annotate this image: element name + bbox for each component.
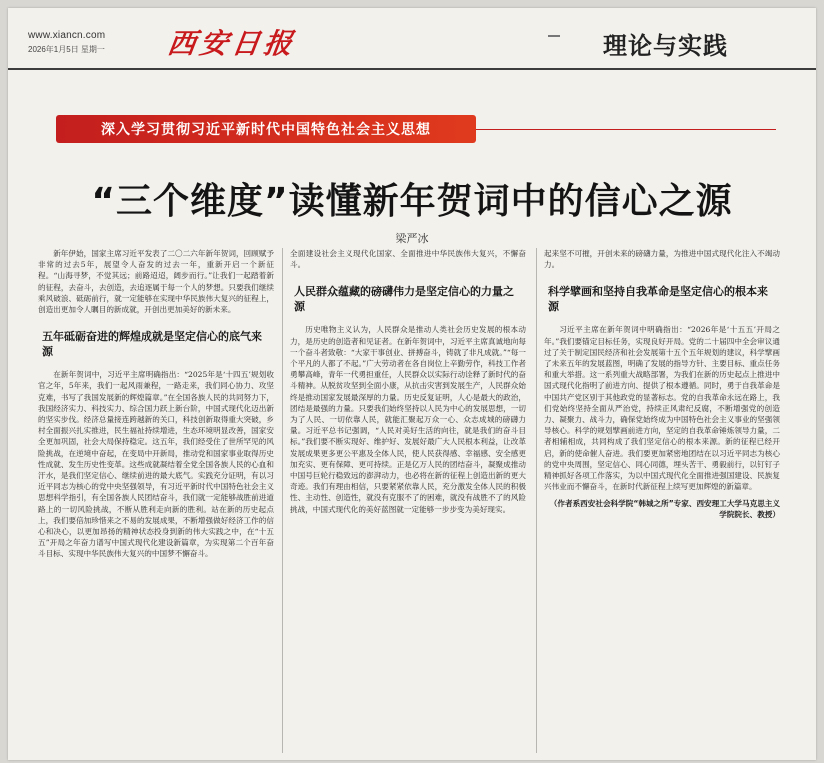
subheading-2: 人民群众蕴藏的磅礴伟力是坚定信心的力量之源: [294, 285, 514, 314]
continued-paragraph: 起来坚不可摧，开创未来的磅礴力量，为推进中国式现代化注入不竭动力。: [544, 249, 780, 270]
section-rule: [548, 35, 560, 37]
column-divider: [282, 248, 283, 753]
newspaper-page: [8, 8, 816, 760]
article-column-2: [290, 248, 526, 756]
body-paragraph: 在新年贺词中，习近平主席明确指出：“2025年是‘十四五’规划收官之年，5年来，我们一起风雨兼程，一路走来，我们同心协力、攻坚克难，书写了我国发展新的辉煌篇章。”在全国各族人民的共同努力下，我国经济实力、科技实力、综合国力跃上新台阶，中国式现代化迈出新的坚实步伐。经济总量接连跨越新的关口，科技创新取得重大突破，乡村全面振兴扎实推进，民生福祉持续增进，生态环境明显改善，国家安全更加巩固，社会大局保持稳定。这五年，我们经受住了世所罕见的风险挑战，在逆境中奋起，在变局中开新局，推动党和国家事业取得历史性成就、发生历史性变革。这些成就凝结着全党全国各族人民的心血和汗水，是我们坚定信心、继续前进的最大底气。实践充分证明，有以习近平同志为核心的党中央坚强领导，有习近平新时代中国特色社会主义思想科学指引，有全国各族人民团结奋斗，我们就一定能够战胜前进道路上的一切风险挑战，不断从胜利走向新的胜利。站在新的历史起点上，我们要倍加珍惜来之不易的发展成果，不断增强做好经济工作的信心和决心，以更加昂扬的精神状态投身到新的伟大实践之中，在“十五五”开局之年奋力谱写中国式现代化建设新篇章，为实现第二个百年奋斗目标、实现中华民族伟大复兴的中国梦不懈奋斗。: [38, 370, 274, 559]
topic-banner: [56, 115, 476, 143]
subheading-3: 科学擘画和坚持自我革命是坚定信心的根本来源: [548, 285, 768, 314]
article-column-3: [544, 248, 780, 756]
topic-banner-text: 深入学习贯彻习近平新时代中国特色社会主义思想: [101, 122, 431, 138]
banner-rule: [476, 129, 776, 130]
body-paragraph: 习近平主席在新年贺词中明确指出：“2026年是‘十五五’开局之年。”我们要锚定目标任务，实现良好开局。党的二十届四中全会审议通过了关于制定国民经济和社会发展第十五个五年规划的建议，科学擘画了未来五年的发展蓝图，明确了发展的指导方针、主要目标、重点任务和重大举措。这一系列重大战略部署，为我们在新的历史起点上推进中国式现代化指明了前进方向、提供了根本遵循。同时，勇于自我革命是中国共产党区别于其他政党的显著标志。党的自我革命永远在路上，我们党始终坚持全面从严治党，持续正风肃纪反腐，不断增强党的创造力、凝聚力、战斗力，确保党始终成为中国特色社会主义事业的坚强领导核心。科学的规划擘画前进方向，坚定的自我革命锤炼领导力量，二者相辅相成，共同构成了我们坚定信心的根本来源。新的征程已经开启，新的使命催人奋进。我们要更加紧密地团结在以习近平同志为核心的党中央周围，坚定信心、同心同德，埋头苦干、勇毅前行，以钉钉子精神抓好各项工作落实，为以中国式现代化全面推进强国建设、民族复兴伟业而不懈奋斗，在新时代新征程上续写更加辉煌的新篇章。: [544, 325, 780, 492]
site-url: www.xiancn.com: [28, 30, 106, 41]
body-paragraph: 历史唯物主义认为，人民群众是推动人类社会历史发展的根本动力，是历史的创造者和见证者。在新年贺词中，习近平主席真诚地向每一个奋斗者致敬：“大家干事创业、拼搏奋斗，铸就了非凡成就。”“每一个平凡的人都了不起。”广大劳动者在各自岗位上辛勤劳作，科技工作者勇攀高峰，青年一代勇担重任，人民群众以实际行动诠释了新时代的奋斗精神。从脱贫攻坚到全面小康，从抗击灾害到发展生产，人民群众始终是推动国家发展最深厚的力量。历史反复证明，人心是最大的政治，团结是最强的力量。只要我们始终坚持以人民为中心的发展思想，一切为了人民、一切依靠人民，就能汇聚起万众一心、众志成城的磅礴力量。习近平总书记强调，“人民对美好生活的向往，就是我们的奋斗目标。”我们要不断实现好、维护好、发展好最广大人民根本利益，让改革发展成果更多更公平惠及全体人民，使人民获得感、幸福感、安全感更加充实、更有保障、更可持续。正是亿万人民的团结奋斗，凝聚成推动中国号巨轮行稳致远的澎湃动力，也必将在新的征程上创造出新的更大奇迹。我们有理由相信，只要紧紧依靠人民，充分激发全体人民的积极性、主动性、创造性，就没有克服不了的困难，就没有战胜不了的风险挑战，中国式现代化的美好蓝图就一定能够一步步变为美好现实。: [290, 325, 526, 514]
article-headline: “三个维度”读懂新年贺词中的信心之源: [91, 181, 733, 222]
author-signature: （作者系西安社会科学院“韩城之所”专家、西安理工大学马克思主义学院院长、教授）: [549, 499, 780, 520]
masthead: [8, 8, 816, 70]
article-author: 梁严冰: [395, 232, 429, 245]
issue-date: 2026年1月5日 星期一: [28, 45, 105, 54]
subheading-1: 五年砥砺奋进的辉煌成就是坚定信心的底气来源: [42, 330, 262, 359]
column-divider: [536, 248, 537, 753]
continued-paragraph: 全面建设社会主义现代化国家、全面推进中华民族伟大复兴，不懈奋斗。: [290, 249, 526, 270]
section-title: 理论与实践: [603, 32, 728, 60]
article-column-1: [38, 248, 274, 756]
intro-paragraph: 新年伊始，国家主席习近平发表了二〇二六年新年贺词，回顾赋予非常的过去5年，展望令人奋发的过去一年，重新开启一个新征程。“山海寻梦，不觉其远；前路迢迢，阔步而行。”让我们一起踏着新的征程，去奋斗，去创造，去追逐属于每一个人的梦想。只要我们继续乘风破浪、砥砺前行，就一定能够在实现中华民族伟大复兴的征程上，创造出更加令人瞩目的新成就，开创出更加美好的新未来。: [38, 249, 274, 315]
newspaper-logo: 西安日报: [165, 27, 299, 60]
